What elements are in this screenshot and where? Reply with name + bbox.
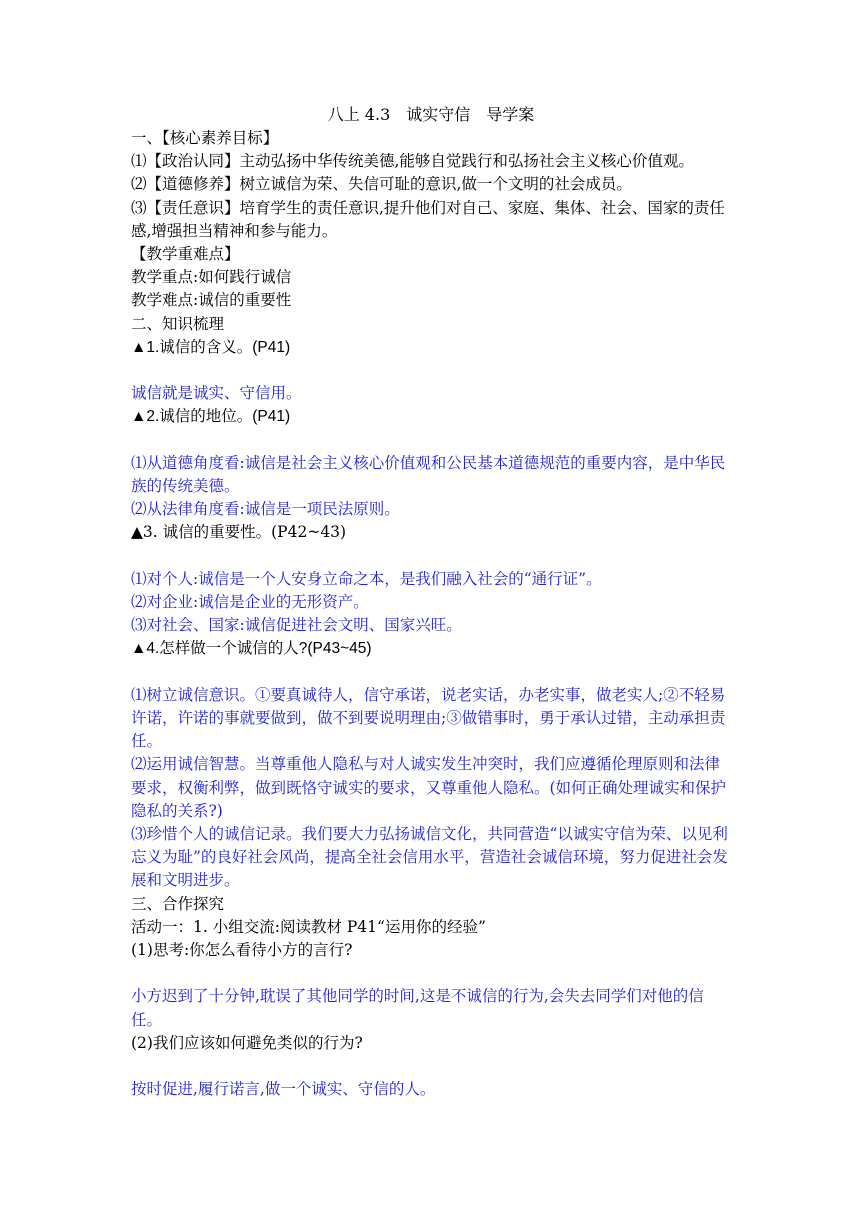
answer-text: ⑴对个人:诚信是一个人安身立命之本，是我们融入社会的“通行证”。 xyxy=(131,569,602,588)
document-line: ▲2.诚信的地位。(P41) xyxy=(131,408,291,426)
document-line: 三、合作探究 xyxy=(131,894,225,913)
answer-text: 诚信就是诚实、守信用。 xyxy=(131,384,302,403)
answer-text: ⑴树立诚信意识。①要真诚待人，信守承诺，说老实话，办老实事，做老实人;②不轻易许诺，许诺的事就要做到，做不到要说明理由;③做错事时，勇于承认过错，主动承担责任。 xyxy=(131,685,726,751)
answer-text: ⑵对企业:诚信是企业的无形资产。 xyxy=(131,593,369,612)
answer-text: ⑵从法律角度看:诚信是一项民法原则。 xyxy=(131,500,400,519)
answer-text: ⑶珍惜个人的诚信记录。我们要大力弘扬诚信文化，共同营造“以诚实守信为荣、以见利忘义为耻”的良好社会风尚，提高全社会信用水平，营造社会诚信环境，努力促进社会发展和文明进步。 xyxy=(131,825,728,890)
document-line: 一、【核心素养目标】 xyxy=(131,129,279,147)
document-line: (2)我们应该如何避免类似的行为? xyxy=(131,1033,363,1052)
document-line: 教学重点:如何践行诚信 xyxy=(131,268,292,287)
answer-text: ⑶对社会、国家:诚信促进社会文明、国家兴旺。 xyxy=(131,616,462,635)
document-line: 活动一：1. 小组交流:阅读教材 P41“运用你的经验” xyxy=(131,917,486,936)
document-line: ▲4.怎样做一个诚信的人?(P43~45) xyxy=(131,640,372,658)
answer-text: ⑵运用诚信智慧。当尊重他人隐私与对人诚实发生冲突时，我们应遵循伦理原则和法律要求，权衡利弊，做到既恪守诚实的要求，又尊重他人隐私。(如何正确处理诚实和保护隐私的关系?) xyxy=(131,755,727,820)
blank-line xyxy=(131,429,731,452)
document-title: 八上 4.3 诚实守信 导学案 xyxy=(327,105,535,124)
blank-line xyxy=(131,962,731,985)
document-line: 教学难点:诚信的重要性 xyxy=(131,291,292,310)
blank-line xyxy=(131,661,731,684)
blank-line xyxy=(131,545,731,568)
answer-text: 按时促进,履行诺言,做一个诚实、守信的人。 xyxy=(131,1080,436,1099)
blank-line xyxy=(131,1055,731,1078)
document-page xyxy=(131,103,731,1101)
document-line: 二、知识梳理 xyxy=(131,314,225,333)
document-body xyxy=(131,127,731,1101)
answer-text: ⑴从道德角度看:诚信是社会主义核心价值观和公民基本道德规范的重要内容，是中华民族的传统美德。 xyxy=(131,453,726,496)
document-line: ⑶【责任意识】培育学生的责任意识,提升他们对自己、家庭、集体、社会、国家的责任感,增强担当精神和参与能力。 xyxy=(131,198,725,240)
blank-line xyxy=(131,359,731,382)
document-line: ⑵【道德修养】树立诚信为荣、失信可耻的意识,做一个文明的社会成员。 xyxy=(131,175,632,194)
answer-text: 小方迟到了十分钟,耽误了其他同学的时间,这是不诚信的行为,会失去同学们对他的信任。 xyxy=(131,987,704,1029)
document-line: ▲1.诚信的含义。(P41) xyxy=(131,338,291,356)
document-line: ⑴【政治认同】主动弘扬中华传统美德,能够自觉践行和弘扬社会主义核心价值观。 xyxy=(131,152,694,171)
document-line: ▲3. 诚信的重要性。(P42~43) xyxy=(131,523,347,542)
document-line: 【教学重难点】 xyxy=(131,245,240,264)
document-line: (1)思考:你怎么看待小方的言行? xyxy=(131,941,353,960)
